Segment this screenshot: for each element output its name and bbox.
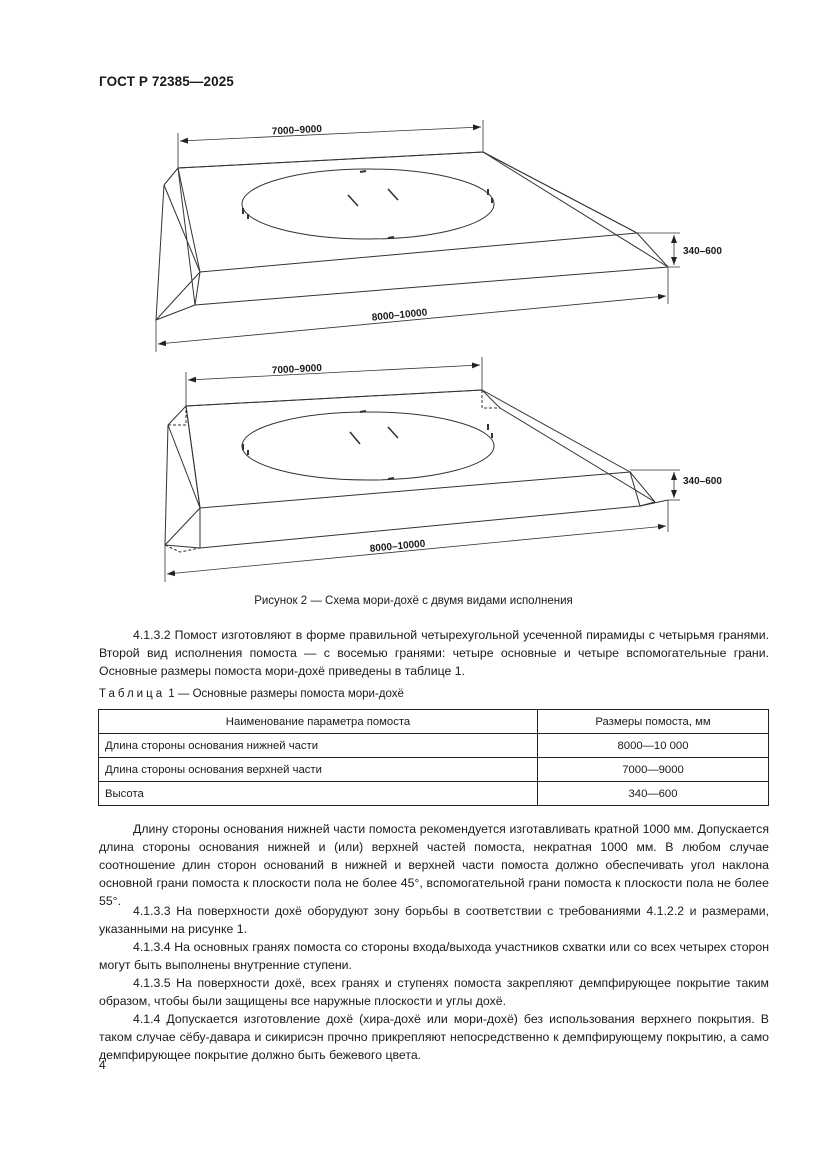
table-cell-param: Длина стороны основания нижней части (99, 734, 538, 758)
table-title: Таблица 1 — Основные размеры помоста мори-дохё (99, 688, 404, 700)
dim-upper-text-top: 7000–9000 (271, 123, 323, 138)
paragraph-length-note: Длину стороны основания нижней части помоста рекомендуется изготавливать кратной 1000 мм. Допускается длина стороны основания нижней и (или) верхней частей помоста, некратная 1000 мм. В любом случае соотношение длин сторон оснований в нижней и верхней части помоста должно обеспечивать угол наклона основной грани помоста к плоскости пола не более 45°, вспомогательной грани помоста к плоскости пола не более 55°. (99, 822, 769, 908)
table-cell-value: 340—600 (538, 782, 769, 806)
dim-lower-text-bottom: 8000–10000 (369, 538, 426, 555)
dim-upper-text-bottom: 7000–9000 (271, 362, 323, 377)
table-cell-value: 7000—9000 (538, 758, 769, 782)
paragraph-4-1-3-2: 4.1.3.2 Помост изготовляют в форме правильной четырехугольной усеченной пирамиды с четырьмя гранями. Второй вид исполнения помоста — с восемью гранями: четыре основные и четыре вспомогательные грани. Основные размеры помоста мори-дохё приведены в таблице 1. (99, 628, 769, 678)
table-cell-param: Длина стороны основания верхней части (99, 758, 538, 782)
table-header-param: Наименование параметра помоста (99, 710, 538, 734)
paragraph-4-1-4: 4.1.4 Допускается изготовление дохё (хира-дохё или мори-дохё) без использования верхнего покрытия. В таком случае сёбу-давара и сикирисэн прочно прикрепляют непосредственно к демпфирующему покрытию, а само демпфирующее покрытие должно быть бежевого цвета. (99, 1012, 769, 1062)
paragraph-4-1-3-3: 4.1.3.3 На поверхности дохё оборудуют зону борьбы в соответствии с требованиями 4.1.2.2 и размерами, указанными на рисунке 1. (99, 904, 769, 936)
table-row (99, 782, 769, 806)
table-header-row (99, 710, 769, 734)
dim-height-text-top: 340–600 (683, 246, 722, 257)
dim-height-text-bottom: 340–600 (683, 476, 722, 487)
dim-lower-text-top: 8000–10000 (371, 307, 428, 324)
page-number: 4 (99, 1058, 106, 1072)
figure-caption: Рисунок 2 — Схема мори-дохё с двумя видами исполнения (254, 595, 573, 607)
table-row (99, 734, 769, 758)
table-cell-value: 8000—10 000 (538, 734, 769, 758)
table-row (99, 758, 769, 782)
table-header-size: Размеры помоста, мм (538, 710, 769, 734)
document-header: ГОСТ Р 72385—2025 (99, 74, 234, 89)
table-cell-param: Высота (99, 782, 538, 806)
paragraph-4-1-3-4: 4.1.3.4 На основных гранях помоста со стороны входа/выхода участников схватки или со всех четырех сторон могут быть выполнены внутренние ступени. (99, 940, 769, 972)
main-dimensions-table (98, 709, 769, 806)
paragraph-4-1-3-5: 4.1.3.5 На поверхности дохё, всех гранях и ступенях помоста закрепляют демпфирующее покрытие таким образом, чтобы были защищены все наружные плоскости и углы дохё. (99, 976, 769, 1008)
